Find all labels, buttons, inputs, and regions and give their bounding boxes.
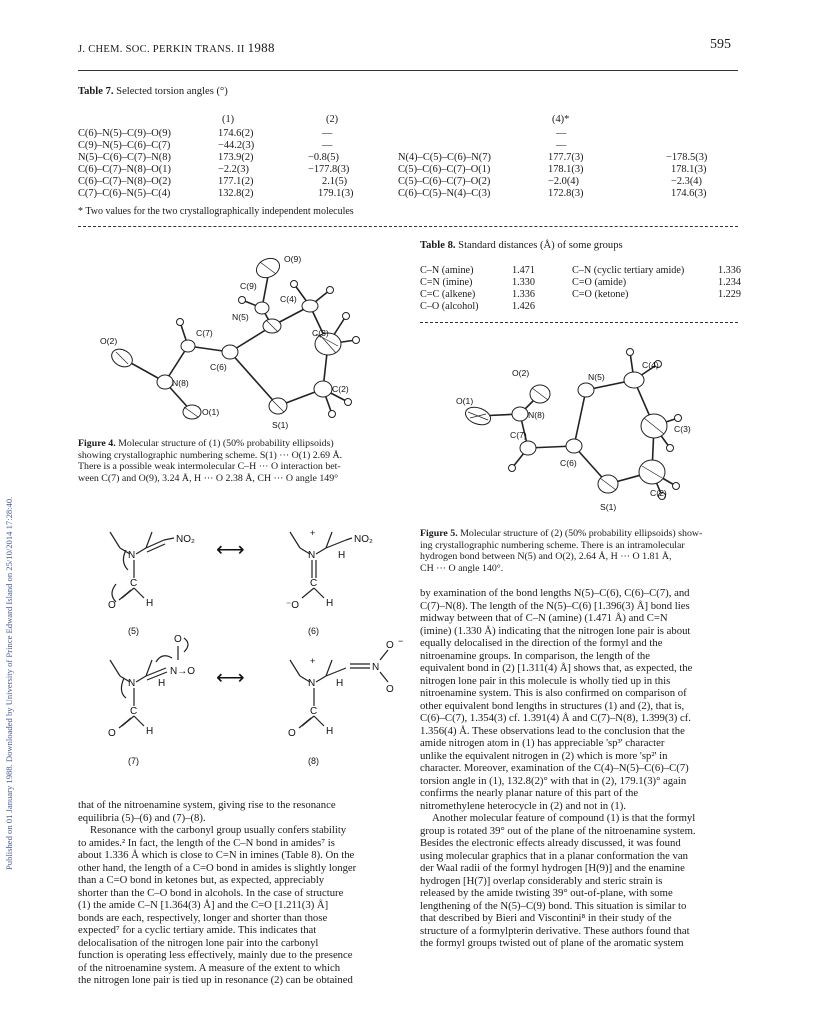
right-column-text [420,587,740,950]
scheme7-o: O [108,728,116,739]
caption-line: ween C(7) and O(9), 3.24 Å, H ··· O 2.38 Å, CH ··· O angle 149° [78,472,339,484]
caption-line [420,528,740,540]
scheme7-n: N [128,678,136,689]
table-cell: 177.1(2) [218,176,254,187]
table7-bottom-rule [78,226,738,227]
table-cell: C=O (amide) [572,276,627,288]
scheme8-plus: + [310,656,316,666]
scheme6-plus: + [310,528,316,538]
journal-year: 1988 [247,40,275,55]
running-header [78,40,275,56]
scheme6-no2: NO₂ [354,534,373,545]
table-cell: −44.2(3) [218,140,255,151]
text-line: the nitrogen lone pair is tied up in resonance (2) can be obtained [78,974,353,986]
scheme8-o-a: O [386,640,394,651]
table-row [398,164,746,176]
table-cell: 1.336 [512,288,535,300]
text-line: delocalisation of the nitrogen lone pair into the carbonyl [78,936,319,949]
table-cell: — [556,128,567,139]
text-line: (imine) (1.330 Å) indicating that the nitrogen lone pair is about [420,624,691,637]
table-cell: C(6)–C(7)–N(8)–O(1) [78,164,171,175]
table-row [420,276,741,288]
table-cell: −177.8(3) [308,164,350,175]
text-line: torsion angle in (1), 132.8(2)° with that in (2), 179.1(3)° again [420,774,687,787]
text-line: about 1.336 Å which is close to C=N in imines (Table 8). On the [78,849,355,861]
text-line: nitromethylene heterocycle in (2) and not in (1). [420,799,626,812]
atom-label-c6: C(6) [560,458,577,468]
text-line: C(7)–N(8). The length of the N(5)–C(6) [1.396(3) Å] bond lies [420,599,690,612]
atom-label-o9: O(9) [284,254,302,264]
scheme6-c: C [310,578,318,589]
table-cell: C(5)–C(6)–C(7)–O(1) [398,164,491,175]
provenance-sidebar: Published on 01 January 1988. Downloaded by University of Prince Edward Island on 25/10/2014 17:28:40. [4,496,14,870]
text-line: (1) the amide C–N [1.364(3) Å] and the C=O [1.211(3) Å] [78,899,329,911]
text-line: der Waal radii of the formyl hydrogen [H(9)] and the enamine [420,862,685,874]
table-cell: −2.2(3) [218,164,249,175]
table-cell: 1.330 [512,276,535,288]
scheme7-label: (7) [128,756,139,766]
table-cell: — [556,140,567,151]
text-line: hydrogen [H(7)] overlap considerably and steric strain is [420,874,663,887]
table-row [398,128,746,140]
table-row [398,152,746,164]
table-row [78,140,402,152]
caption-line: hydrogen bond between N(5) and O(2), 2.64 Å, H ··· O 1.81 Å, [420,551,672,563]
table-row [78,128,402,140]
scheme7-h: H [158,678,166,689]
table7-col-4: (4)* [552,114,570,125]
table-cell [572,300,718,312]
text-line: confirms the nearly planar nature of this part of the [420,787,639,799]
atom-label-s1: S(1) [600,502,617,512]
text-line: Another molecular feature of compound (1) is that the formyl [432,812,696,824]
table7-left [78,128,402,200]
table-cell: −2.0(4) [548,176,579,187]
table-cell: C(6)–C(7)–N(8)–O(2) [78,176,171,187]
table-cell: C(9)–N(5)–C(6)–C(7) [78,140,171,151]
table-cell: C=O (ketone) [572,288,629,300]
text-line: midway between that of C–N (amine) (1.471 Å) and C=N [420,612,668,624]
atom-label-o2: O(2) [512,368,530,378]
atom-label-c6: C(6) [210,362,227,372]
table7-title [78,86,228,97]
table8-bottom-rule [420,322,738,323]
table-row [398,176,746,188]
text-line: released by the amide twisting 39° out-of-plane, with some [420,887,673,899]
scheme6-o: ⁻O [286,600,300,611]
table-cell: 1.336 [718,264,741,276]
table-cell [398,128,548,140]
table-cell [718,300,741,312]
text-line: of the nitroenamine system. A measure of the extent to which [78,961,341,974]
table8 [420,264,741,312]
table-cell: 132.8(2) [218,188,254,199]
text-line: to amides.² In fact, the length of the C–N bond in amides⁷ is [78,836,335,849]
resonance-arrow-1: ⟷ [216,539,245,561]
table-cell: N(4)–C(5)–C(6)–N(7) [398,152,491,163]
text-line: by examination of the bond lengths N(5)–C(6), C(6)–C(7), and [420,587,690,599]
journal-name: J. CHEM. SOC. PERKIN TRANS. II [78,44,245,55]
figure5-caption [420,528,740,574]
table-cell: C–O (alcohol) [420,300,479,312]
scheme6-n: N [308,550,316,561]
atom-label-c4: C(4) [642,360,659,370]
scheme7-nno: N→O [170,666,195,677]
scheme8-label: (8) [308,756,319,766]
table-cell: C–N (cyclic tertiary amide) [572,264,685,276]
table-cell: −2.3(4) [671,176,702,187]
table7-title-text: Selected torsion angles (°) [113,86,228,97]
table-cell: −0.8(5) [308,152,339,163]
text-line: expected⁷ for a cyclic tertiary amide. This indicates that [78,924,317,936]
table-cell: 177.7(3) [548,152,584,163]
table-cell: C(6)–C(5)–N(4)–C(3) [398,188,491,199]
scheme5-no2: NO₂ [176,534,195,545]
table-cell: C(5)–C(6)–C(7)–O(2) [398,176,491,187]
table-row [78,176,402,188]
text-line: structure of a formylpterin derivative. These authors found that [420,924,690,937]
text-line: equally delocalised in the direction of the formyl and the [420,637,663,649]
text-line: lengthening of the N(5)–C(9) bond. This situation is similar to [420,899,687,912]
table-cell: 172.8(3) [548,188,584,199]
table-cell: 2.1(5) [322,176,348,187]
resonance-arrow-2: ⟷ [216,667,245,689]
atom-label-o2: O(2) [100,336,118,346]
table-row [78,152,402,164]
scheme8-c: C [310,706,318,717]
table-cell: 1.426 [512,300,535,312]
scheme7-o-top: O [174,634,182,645]
text-line: that described by Bieri and Viscontini⁸ in their study of the [420,912,672,924]
scheme8-minus: − [398,636,404,646]
figure4-structure [80,234,410,434]
caption-label: Figure 4. [78,438,116,449]
scheme8-h2: H [326,726,334,737]
text-line: equivalent bond in (2) [1.311(4) Å] shows that, as expected, the [420,662,693,674]
table-row [398,188,746,200]
caption-line [78,438,408,450]
table-cell: C(7)–C(6)–N(5)–C(4) [78,188,171,199]
text-line: C(6)–C(7), 1.354(3) cf. 1.391(4) Å and C(7)–N(8), 1.399(3) cf. [420,712,691,724]
caption-line: showing crystallographic numbering scheme. S(1) ··· O(1) 2.69 Å. [78,449,343,461]
table7-col-2: (2) [326,114,339,125]
table-cell: 173.9(2) [218,152,254,163]
table-cell: 178.1(3) [671,164,707,175]
table7-right [398,128,746,200]
atom-label-c2: C(2) [332,384,349,394]
scheme6-label: (6) [308,626,319,636]
left-column-text [78,799,408,987]
table-cell [666,128,746,140]
text-line: nitrogen lone pair in this molecule is wholly tied up in this [420,674,671,687]
caption-text: Molecular structure of (2) (50% probability ellipsoids) show- [457,528,703,539]
table-cell: C–N (amine) [420,264,474,276]
text-line: equilibria (5)–(6) and (7)–(8). [78,811,206,824]
atom-label-c4: C(4) [280,294,297,304]
header-rule [78,70,738,71]
table8-title [420,240,623,251]
table-cell: 1.234 [718,276,741,288]
text-line: using molecular graphics that in a planar conformation the van [420,849,688,862]
atom-label-c3: C(3) [312,328,329,338]
caption-line: There is a possible weak intermolecular C–H ··· O interaction bet- [78,461,341,473]
text-line: Resonance with the carbonyl group usually confers stability [90,824,347,836]
scheme5-h: H [146,598,154,609]
text-line: than a C=O bond in ketones but, as expected, appreciably [78,874,325,886]
text-line: Besides the electronic effects already discussed, it was found [420,837,681,849]
text-line: function is operating less effectively, mainly due to the presence [78,949,353,961]
text-line: other hand, the length of a C=O bond in amides is slightly longer [78,861,357,874]
table-cell: N(5)–C(6)–C(7)–N(8) [78,152,171,163]
table-row [420,288,741,300]
caption-text: Molecular structure of (1) (50% probability ellipsoids) [115,438,334,449]
table-cell: 179.1(3) [318,188,354,199]
table-cell: 1.229 [718,288,741,300]
scheme5-label: (5) [128,626,139,636]
figure4-caption [78,438,408,484]
text-line: that of the nitroenamine system, giving rise to the resonance [78,799,336,811]
table7-footnote: * Two values for the two crystallographically independent molecules [78,206,354,217]
text-line: bonds are each, respectively, longer and shorter than those [78,911,328,924]
caption-line: CH ··· O angle 140°. [420,562,504,574]
text-line: the formyl groups twisted out of plane of the aromatic system [420,937,684,949]
page-number: 595 [710,37,731,52]
table-cell: 1.471 [512,264,535,276]
table-row [78,164,402,176]
scheme8-no: N [372,662,380,673]
text-line: 1.356(4) Å. These observations lead to the conclusion that the [420,724,685,737]
atom-label-s1: S(1) [272,420,289,430]
atom-label-c7: C(7) [510,430,527,440]
text-line: unlike the equivalent nitrogen in (2) which is more 'sp²' in [420,749,668,762]
atom-label-n8: N(8) [172,378,189,388]
text-line: nitroenamine groups. In comparison, the length of the [420,649,651,662]
atom-label-o1: O(1) [202,407,220,417]
table-cell: C=C (alkene) [420,288,476,300]
resonance-schemes [80,512,410,802]
caption-line: ing crystallographic numbering scheme. There is an intramolecular [420,539,685,551]
table8-title-label: Table 8. [420,240,456,251]
table-row [420,264,741,276]
table-row [78,188,402,200]
atom-label-n5: N(5) [588,372,605,382]
table7-title-label: Table 7. [78,86,114,97]
scheme5-n: N [128,550,136,561]
table-cell [398,140,548,152]
scheme6-h: H [338,550,346,561]
table-cell: 178.1(3) [548,164,584,175]
table8-title-text: Standard distances (Å) of some groups [455,240,623,251]
table-cell: — [322,128,333,139]
atom-label-n5: N(5) [232,312,249,322]
text-line: shorter than the C–O bond in alcohols. In the case of structure [78,886,344,899]
table-cell: C(6)–N(5)–C(9)–O(9) [78,128,171,139]
table-row [420,300,741,312]
table7-col-1: (1) [222,114,235,125]
atom-label-c3: C(3) [674,424,691,434]
table-cell: 174.6(2) [218,128,254,139]
text-line: nitroenamine system. This is also confirmed on comparison of [420,687,687,699]
scheme8-o: O [288,728,296,739]
scheme6-h2: H [326,598,334,609]
caption-label: Figure 5. [420,528,458,539]
scheme7-c: C [130,706,138,717]
figure5-structure [440,334,730,524]
scheme8-h: H [336,678,344,689]
scheme8-n: N [308,678,316,689]
scheme8-o-b: O [386,684,394,695]
atom-label-o1: O(1) [456,396,474,406]
table-cell: C=N (imine) [420,276,473,288]
table-cell: 174.6(3) [671,188,707,199]
text-line: character. Moreover, examination of the C(4)–N(5)–C(6)–C(7) [420,762,689,774]
text-line: other equivalent bond lengths in structures (1) and (2), that is, [420,699,685,712]
scheme5-c: C [130,578,138,589]
atom-label-c9: C(9) [240,281,257,291]
scheme5-o: O [108,600,116,611]
text-line: amide nitrogen atom in (1) has appreciable 'sp³' character [420,737,665,749]
atom-label-n8: N(8) [528,410,545,420]
atom-label-c2: C(2) [650,488,667,498]
table-row [398,140,746,152]
scheme7-h2: H [146,726,154,737]
table-cell: — [322,140,333,151]
atom-label-c7: C(7) [196,328,213,338]
table-cell [666,140,746,152]
text-line: group is rotated 39° out of the plane of the nitroenamine system. [420,824,696,837]
table-cell: −178.5(3) [666,152,708,163]
